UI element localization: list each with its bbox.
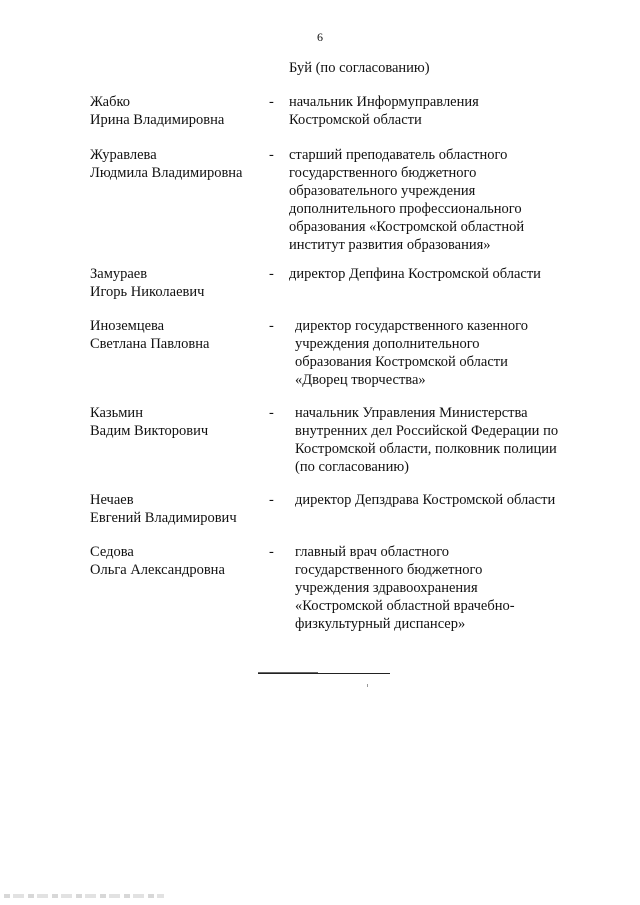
member-given-names: Ирина Владимировна (90, 112, 225, 128)
position-line: директор Депфина Костромской области (289, 266, 541, 282)
member-surname: Седова (90, 544, 134, 560)
member-name (90, 265, 260, 301)
position-line: образования Костромской области (295, 354, 508, 370)
member-name (90, 543, 260, 579)
dash-separator: - (269, 544, 274, 560)
member-position (295, 317, 572, 389)
scan-speck (367, 684, 368, 687)
position-line: «Костромской областной врачебно- (295, 598, 515, 614)
position-line: учреждения дополнительного (295, 336, 480, 352)
dash-separator: - (269, 318, 274, 334)
member-surname: Нечаев (90, 492, 134, 508)
member-given-names: Игорь Николаевич (90, 284, 205, 300)
member-name (90, 404, 260, 440)
position-line: главный врач областного (295, 544, 450, 560)
end-of-list-rule (258, 673, 390, 674)
position-line: образовательного учреждения (289, 183, 476, 199)
position-line: Костромской области, полковник полиции (295, 441, 557, 457)
member-surname: Жабко (90, 94, 131, 110)
member-position (295, 491, 572, 509)
member-given-names: Вадим Викторович (90, 423, 209, 439)
member-position (289, 146, 566, 254)
position-line: государственного бюджетного (289, 165, 477, 181)
position-line: начальник Информуправления (289, 94, 479, 110)
position-line: институт развития образования» (289, 237, 491, 253)
member-position (295, 404, 572, 476)
page-number: 6 (317, 30, 323, 44)
member-given-names: Ольга Александровна (90, 562, 225, 578)
member-name (90, 491, 260, 527)
footer-scan-mark (4, 894, 164, 898)
dash-separator: - (269, 405, 274, 421)
position-line: дополнительного профессионального (289, 201, 522, 217)
position-line: «Дворец творчества» (295, 372, 426, 388)
position-line: государственного бюджетного (295, 562, 483, 578)
position-line: внутренних дел Российской Федерации по (295, 423, 559, 439)
end-of-list-rule-shadow (258, 672, 318, 673)
dash-separator: - (269, 266, 274, 282)
position-line: Костромской области (289, 112, 422, 128)
member-position (289, 93, 566, 129)
position-line: старший преподаватель областного (289, 147, 508, 163)
dash-separator: - (269, 147, 274, 163)
dash-separator: - (269, 492, 274, 508)
member-given-names: Евгений Владимирович (90, 510, 237, 526)
position-line: директор государственного казенного (295, 318, 529, 334)
position-line: (по согласованию) (295, 459, 409, 475)
member-given-names: Светлана Павловна (90, 336, 210, 352)
member-surname: Журавлева (90, 147, 157, 163)
member-surname: Иноземцева (90, 318, 165, 334)
position-line: учреждения здравоохранения (295, 580, 478, 596)
member-given-names: Людмила Владимировна (90, 165, 243, 181)
member-name (90, 146, 260, 182)
member-name (90, 93, 260, 129)
position-line: образования «Костромской областной (289, 219, 525, 235)
dash-separator: - (269, 94, 274, 110)
member-name (90, 317, 260, 353)
member-position (289, 265, 566, 283)
member-surname: Казьмин (90, 405, 143, 421)
position-line: физкультурный диспансер» (295, 616, 466, 632)
member-position (295, 543, 572, 633)
position-line: начальник Управления Министерства (295, 405, 528, 421)
member-surname: Замураев (90, 266, 148, 282)
position-line: директор Депздрава Костромской области (295, 492, 556, 508)
continuation-text: Буй (по согласованию) (289, 60, 430, 76)
